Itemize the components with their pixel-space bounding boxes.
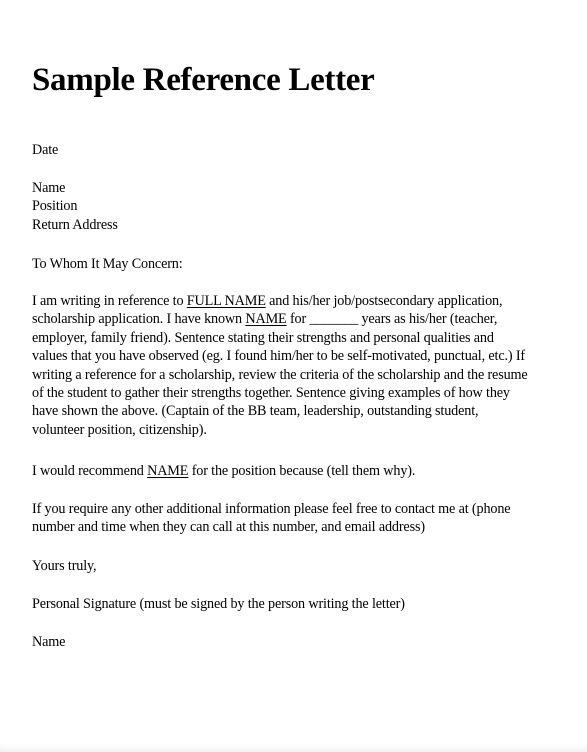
text-segment: I would recommend	[32, 463, 148, 479]
text-segment: I am writing in reference to	[32, 293, 187, 309]
paragraph-line: volunteer position, citizenship).	[32, 421, 207, 438]
paragraph-line: of the student to gather their strengths together. Sentence giving examples of how they	[32, 384, 510, 401]
sender-position: Position	[32, 198, 78, 215]
body-paragraph-1	[32, 292, 577, 439]
paragraph-line: number and time when they can call at this number, and email address)	[32, 519, 425, 536]
paragraph-line: have shown the above. (Captain of the BB team, leadership, outstanding student,	[32, 403, 479, 420]
page-title: Sample Reference Letter	[32, 62, 375, 98]
placeholder-name: NAME	[245, 311, 287, 328]
text-segment: and his/her job/postsecondary application,	[265, 293, 503, 309]
signature-line	[32, 595, 577, 613]
date-line	[32, 141, 577, 159]
signature-text: Personal Signature (must be signed by the person writing the letter)	[32, 596, 405, 612]
paragraph-line	[32, 292, 577, 310]
salutation-text: To Whom It May Concern:	[32, 256, 183, 272]
closing-name	[32, 633, 577, 651]
sender-name: Name	[32, 180, 66, 196]
text-segment: for the position because (tell them why).	[188, 463, 416, 479]
text-segment: scholarship application. I have known	[32, 311, 246, 328]
paragraph-line: writing a reference for a scholarship, review the criteria of the scholarship and the resume	[32, 366, 528, 383]
closing-name-text: Name	[32, 634, 66, 650]
date-text: Date	[32, 142, 59, 158]
paragraph-line	[32, 462, 577, 480]
text-segment: for _______ years as his/her (teacher,	[286, 311, 498, 328]
placeholder-name: NAME	[147, 463, 189, 479]
body-paragraph-2	[32, 462, 577, 480]
placeholder-full-name: FULL NAME	[186, 293, 266, 309]
paragraph-line: If you require any other additional information please feel free to contact me at (phone	[32, 501, 511, 517]
closing	[32, 557, 577, 575]
sender-return-address: Return Address	[32, 216, 118, 233]
body-paragraph-3	[32, 500, 577, 537]
paragraph-line: employer, family friend). Sentence stating their strengths and personal qualities and	[32, 329, 494, 346]
salutation	[32, 255, 577, 273]
paragraph-line	[32, 310, 577, 328]
paragraph-line: values that you have observed (eg. I found him/her to be self-motivated, punctual, etc.) If	[32, 348, 525, 365]
closing-text: Yours truly,	[32, 558, 97, 574]
sender-block	[32, 179, 577, 234]
